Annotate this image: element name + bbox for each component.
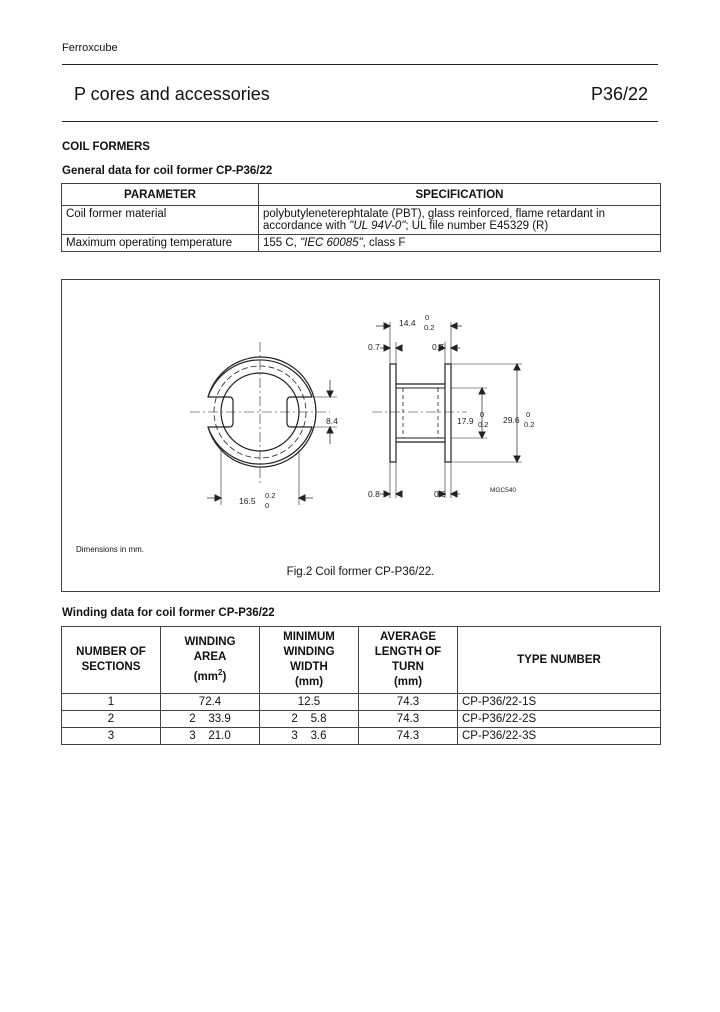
spec-text: accordance with (263, 220, 350, 232)
section-heading-coil-formers: COIL FORMERS (62, 141, 150, 153)
dim-bottom-left: 0.8 (368, 489, 380, 499)
figure-caption: Fig.2 Coil former CP-P36/22. (286, 566, 435, 578)
type-number-cell: CP-P36/22-2S (458, 711, 661, 728)
parameter-cell: Maximum operating temperature (62, 235, 259, 252)
coil-former-drawing (62, 280, 659, 591)
header-top-rule (62, 64, 658, 65)
parameter-cell: Coil former material (62, 206, 259, 235)
section-heading-general-data: General data for coil former CP-P36/22 (62, 165, 273, 177)
sections-cell: 3 (62, 728, 161, 745)
column-header-length (359, 627, 458, 694)
table-row (62, 235, 661, 252)
area-cell: 2 33.9 (161, 711, 260, 728)
length-cell: 74.3 (359, 711, 458, 728)
dim-tolerance: 0 (480, 410, 485, 419)
table-row (62, 711, 661, 728)
spec-line (263, 220, 656, 232)
specification-cell (259, 206, 661, 235)
spec-standard: "IEC 60085" (300, 237, 363, 249)
header-line: (mm) (393, 676, 423, 688)
specification-cell (259, 235, 661, 252)
header-bottom-rule (62, 121, 658, 122)
type-number-cell: CP-P36/22-3S (458, 728, 661, 745)
dim-inner-diameter: 17.9 (457, 416, 474, 426)
width-cell: 3 3.6 (260, 728, 359, 745)
dim-tolerance: 0.2 (265, 491, 276, 500)
drawing-code: MGC540 (490, 487, 517, 494)
column-header-parameter: PARAMETER (62, 184, 259, 206)
dim-tolerance: 0.2 (524, 420, 535, 429)
column-header-specification: SPECIFICATION (259, 184, 661, 206)
column-header-area (161, 627, 260, 694)
sections-cell: 2 (62, 711, 161, 728)
part-number: P36/22 (590, 84, 648, 104)
dim-width-top: 14.4 (399, 318, 416, 328)
dim-slot: 8.4 (326, 416, 338, 426)
header-line: TURN (392, 661, 424, 673)
dim-tolerance: 0 (526, 410, 531, 419)
general-data-table (61, 183, 661, 252)
header-line: LENGTH OF (374, 646, 442, 658)
dim-tolerance: 0.2 (478, 420, 489, 429)
spec-text: , class F (362, 237, 406, 249)
header-line: AVERAGE (379, 631, 437, 643)
header-line: MINIMUM (283, 631, 335, 643)
area-cell: 3 21.0 (161, 728, 260, 745)
dim-tolerance: 0 (425, 313, 430, 322)
unit-superscript: 2 (217, 668, 223, 678)
spec-text: ; UL file number E45329 (R) (405, 220, 549, 232)
column-header-type: TYPE NUMBER (458, 627, 661, 694)
width-cell: 12.5 (260, 694, 359, 711)
dim-outer-diameter: 29.6 (503, 415, 520, 425)
unit-text: (mm (193, 670, 218, 683)
dim-bottom-right: 0.8 (434, 489, 446, 499)
column-header-sections (62, 627, 161, 694)
spec-standard: "UL 94V-0" (349, 220, 406, 232)
spec-text: 155 C, (263, 237, 301, 249)
sections-cell: 1 (62, 694, 161, 711)
table-row (62, 694, 661, 711)
header-line: AREA (193, 651, 227, 664)
column-header-width (260, 627, 359, 694)
header-line: (mm) (294, 676, 324, 688)
section-heading-winding-data: Winding data for coil former CP-P36/22 (62, 607, 275, 619)
table-row (62, 206, 661, 235)
dim-flange-right: 0.7 (432, 342, 444, 352)
length-cell: 74.3 (359, 694, 458, 711)
dim-tolerance: 0.2 (424, 323, 435, 332)
dim-tolerance: 0 (265, 501, 270, 510)
header-unit (165, 665, 255, 685)
front-view (190, 342, 337, 505)
winding-data-table (61, 626, 661, 745)
spec-line: polybutyleneterephtalate (PBT), glass reinforced, flame retardant in (263, 208, 605, 220)
header-line: NUMBER OF (76, 646, 146, 658)
dim-flange-left: 0.7 (368, 342, 380, 352)
dimension-note: Dimensions in mm. (76, 545, 145, 554)
area-cell: 72.4 (161, 694, 260, 711)
dim-bore: 16.5 (239, 496, 256, 506)
side-view (372, 322, 522, 498)
table-row (62, 728, 661, 745)
header-line: SECTIONS (81, 661, 141, 673)
type-number-cell: CP-P36/22-1S (458, 694, 661, 711)
header-line: WINDING (184, 636, 236, 649)
figure-box (61, 279, 660, 592)
header-line: WIDTH (290, 661, 328, 673)
width-cell: 2 5.8 (260, 711, 359, 728)
company-name: Ferroxcube (62, 42, 118, 54)
page-title: P cores and accessories (74, 84, 270, 104)
unit-text: ) (222, 670, 227, 683)
length-cell: 74.3 (359, 728, 458, 745)
header-line: WINDING (283, 646, 335, 658)
